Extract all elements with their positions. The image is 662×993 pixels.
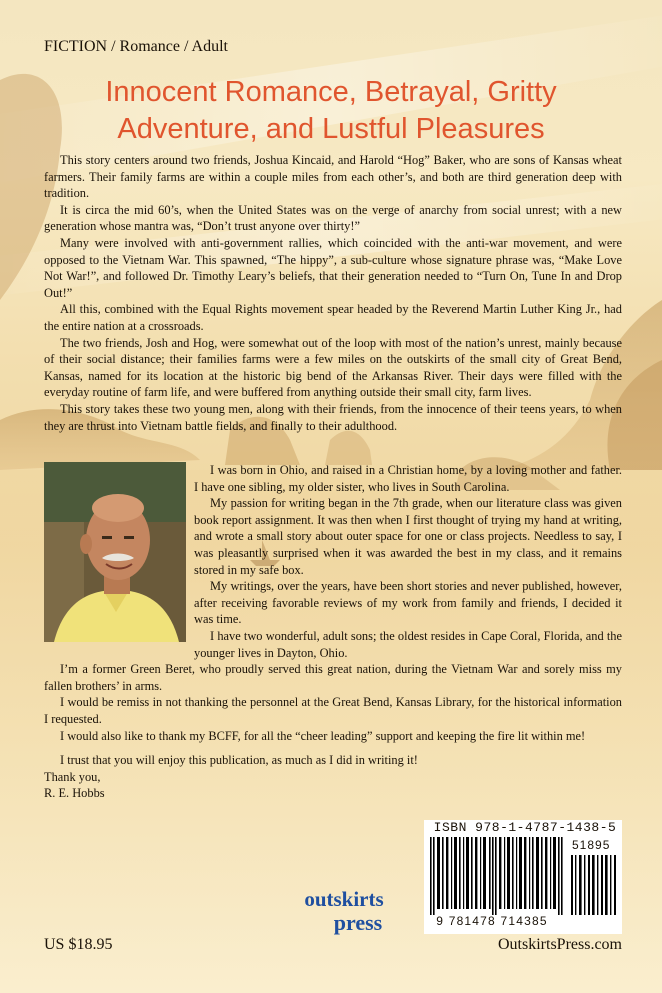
synopsis-paragraph: This story takes these two young men, along with their friends, from the innocence of their teens years, to when they are thrust into Vietnam battle fields, and finally to their adulthood. xyxy=(44,401,622,433)
bio-paragraph: I would be remiss in not thanking the personnel at the Great Bend, Kansas Library, for the historical information I requested. xyxy=(44,695,622,726)
signoff-thanks: Thank you, xyxy=(44,769,101,784)
logo-text-press: press xyxy=(333,910,383,935)
author-bio xyxy=(44,462,622,802)
synopsis xyxy=(44,152,622,434)
headline xyxy=(24,74,638,148)
synopsis-paragraph: This story centers around two friends, Joshua Kincaid, and Harold “Hog” Baker, who are sons of Kansas wheat farmers. Their family farms are within a couple miles from each other’s, and both are third generation deep with tradition. xyxy=(44,153,622,201)
bio-paragraph: I have two wonderful, adult sons; the oldest resides in Cape Coral, Florida, and the younger lives in Dayton, Ohio. xyxy=(194,628,622,660)
price-barcode-bars xyxy=(570,855,618,915)
barcode-bars xyxy=(428,837,564,915)
logo-text-outskirts: outskirts xyxy=(304,887,384,911)
bio-paragraph: My passion for writing began in the 7th grade, when our literature class was given book report assignment. It was then when I first thought of trying my hand at writing, and wrote a small story about outer space for one or class projects. Needless to say, I was pleasantly surprised when it was awarded the best in my class, and it remains stored in my safe box. xyxy=(194,496,622,577)
isbn-label: ISBN 978-1-4787-1438-5 xyxy=(433,820,617,835)
publisher-website: OutskirtsPress.com xyxy=(498,936,622,953)
publisher-logo xyxy=(296,884,392,942)
price-code: 51895 xyxy=(572,838,611,852)
bio-paragraph: I trust that you will enjoy this publication, as much as I did in writing it! xyxy=(60,753,418,768)
synopsis-paragraph: Many were involved with anti-government rallies, which coincided with the anti-war movement, and were opposed to the Vietnam War. This spawned, “The hippy”, a sub-culture whose signature phrase was, “Make Love Not War!”, and followed Dr. Timothy Leary’s beliefs, that their generation needed to “Turn On, Tune In and Drop Out!” xyxy=(44,235,622,300)
synopsis-paragraph: It is circa the mid 60’s, when the United States was on the verge of anarchy from social unrest; with a new generation whose mantra was, “Don’t trust anyone over thirty!” xyxy=(44,202,622,234)
synopsis-paragraph: All this, combined with the Equal Rights movement spear headed by the Reverend Martin Luther King Jr., had the entire nation at a crossroads. xyxy=(44,302,622,333)
photo-spacer xyxy=(44,462,194,648)
synopsis-paragraph: The two friends, Josh and Hog, were somewhat out of the loop with most of the nation’s unrest, mainly because of their social distance; their families farms were a few miles on the outskirts of the small city of Great Bend, Kansas, named for its location at the historic big bend of the Arkansas River. Their days were filled with the everyday routine of farm life, and were buffered from anything outside their small city, farm lives. xyxy=(44,335,622,400)
book-category: FICTION / Romance / Adult xyxy=(44,38,228,55)
ean-digits: 9 781478 714385 xyxy=(436,914,548,928)
signoff-author: R. E. Hobbs xyxy=(44,786,105,801)
bio-paragraph: My writings, over the years, have been short stories and never published, however, after receiving favorable reviews of my work from family and friends, I decided it was time. xyxy=(194,579,622,627)
bio-paragraph: I would also like to thank my BCFF, for all the “cheer leading” support and keeping the fire lit within me! xyxy=(60,728,586,743)
headline-line-2: Adventure, and Lustful Pleasures xyxy=(117,113,545,145)
headline-line-1: Innocent Romance, Betrayal, Gritty xyxy=(105,76,557,108)
bio-paragraph: I’m a former Green Beret, who proudly served this great nation, during the Vietnam War and sorely miss my fallen brothers’ in arms. xyxy=(44,662,622,693)
bio-paragraph: I was born in Ohio, and raised in a Christian home, by a loving mother and father. I have one sibling, my older sister, who lives in South Carolina. xyxy=(194,463,622,494)
price: US $18.95 xyxy=(44,936,113,953)
